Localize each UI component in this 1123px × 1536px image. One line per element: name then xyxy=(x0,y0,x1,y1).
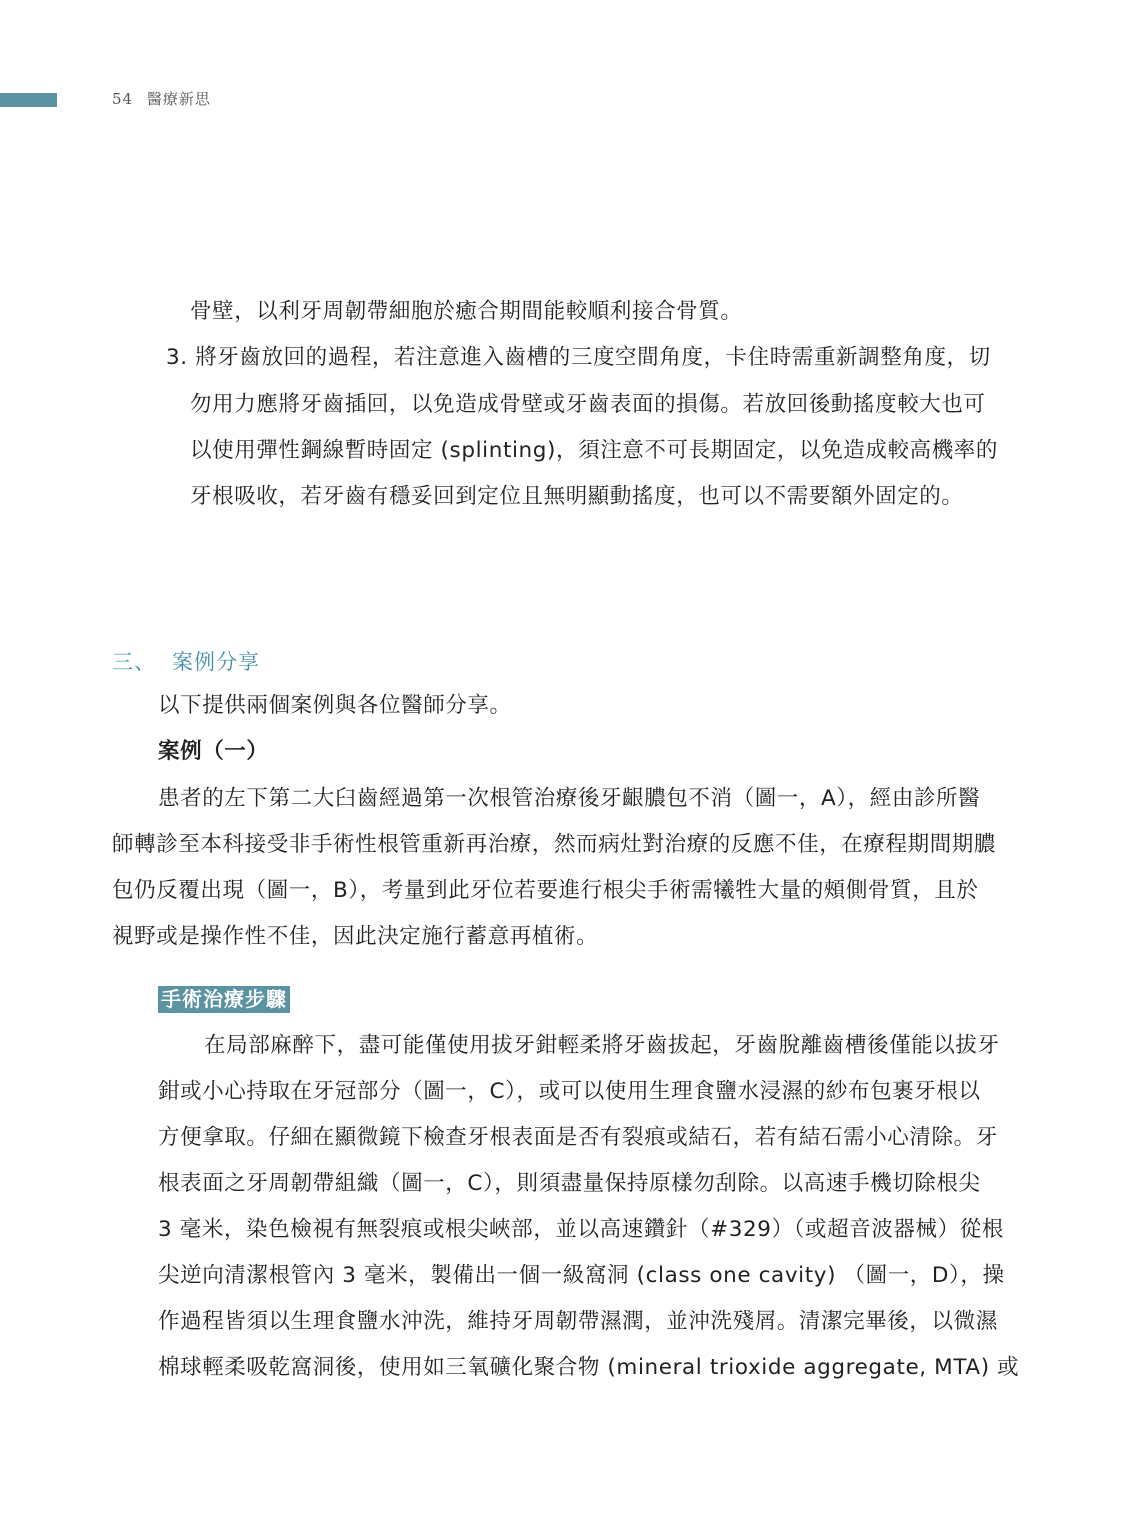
steps-heading: 手術治療步驟 xyxy=(158,986,290,1013)
case-line: 視野或是操作性不佳，因此決定施行蓄意再植術。 xyxy=(112,924,599,949)
steps-line: 3 毫米，染色檢視有無裂痕或根尖峽部，並以高速鑽針（#329）（或超音波器械）從根 xyxy=(158,1217,1004,1242)
section-number: 三、 xyxy=(112,650,156,674)
steps-line: 根表面之牙周韌帶組織（圖一，C），則須盡量保持原樣勿刮除。以高速手機切除根尖 xyxy=(158,1171,981,1196)
case-line: 患者的左下第二大臼齒經過第一次根管治療後牙齦膿包不消（圖一，A），經由診所醫 xyxy=(158,786,981,811)
list-line: 骨壁，以利牙周韌帶細胞於癒合期間能較順利接合骨質。 xyxy=(190,299,743,324)
section-heading xyxy=(112,646,260,676)
steps-line: 鉗或小心持取在牙冠部分（圖一，C），或可以使用生理食鹽水浸濕的紗布包裹牙根以 xyxy=(158,1079,981,1104)
steps-line: 方便拿取。仔細在顯微鏡下檢查牙根表面是否有裂痕或結石，若有結石需小心清除。牙 xyxy=(158,1125,998,1150)
steps-line: 在局部麻醉下，盡可能僅使用拔牙鉗輕柔將牙齒拔起，牙齒脫離齒槽後僅能以拔牙 xyxy=(204,1033,1000,1058)
header-accent-bar xyxy=(0,93,57,107)
case-line: 包仍反覆出現（圖一，B），考量到此牙位若要進行根尖手術需犧牲大量的頰側骨質，且於 xyxy=(112,878,979,903)
running-title: 醫療新思 xyxy=(146,90,211,108)
section-title: 案例分享 xyxy=(172,650,260,674)
case-title: 案例（一） xyxy=(158,739,269,764)
running-header xyxy=(112,88,211,109)
page-number: 54 xyxy=(112,90,134,108)
list-item-3: 3. 將牙齒放回的過程，若注意進入齒槽的三度空間角度，卡住時需重新調整角度，切 xyxy=(166,345,991,370)
steps-line: 棉球輕柔吸乾窩洞後，使用如三氧礦化聚合物 (mineral trioxide aggregate, MTA) 或 xyxy=(158,1355,1020,1380)
list-line: 以使用彈性鋼線暫時固定 (splinting)，須注意不可長期固定，以免造成較高機率的 xyxy=(190,438,999,463)
list-line: 勿用力應將牙齒插回，以免造成骨壁或牙齒表面的損傷。若放回後動搖度較大也可 xyxy=(190,392,986,417)
intro-paragraph: 以下提供兩個案例與各位醫師分享。 xyxy=(158,693,512,718)
steps-line: 作過程皆須以生理食鹽水沖洗，維持牙周韌帶濕潤，並沖洗殘屑。清潔完畢後，以微濕 xyxy=(158,1309,998,1334)
list-line: 牙根吸收，若牙齒有穩妥回到定位且無明顯動搖度，也可以不需要額外固定的。 xyxy=(190,484,964,509)
steps-line: 尖逆向清潔根管內 3 毫米，製備出一個一級窩洞 (class one cavity) （圖一，D），操 xyxy=(158,1263,1005,1288)
case-line: 師轉診至本科接受非手術性根管重新再治療，然而病灶對治療的反應不佳，在療程期間期膿 xyxy=(112,832,997,857)
